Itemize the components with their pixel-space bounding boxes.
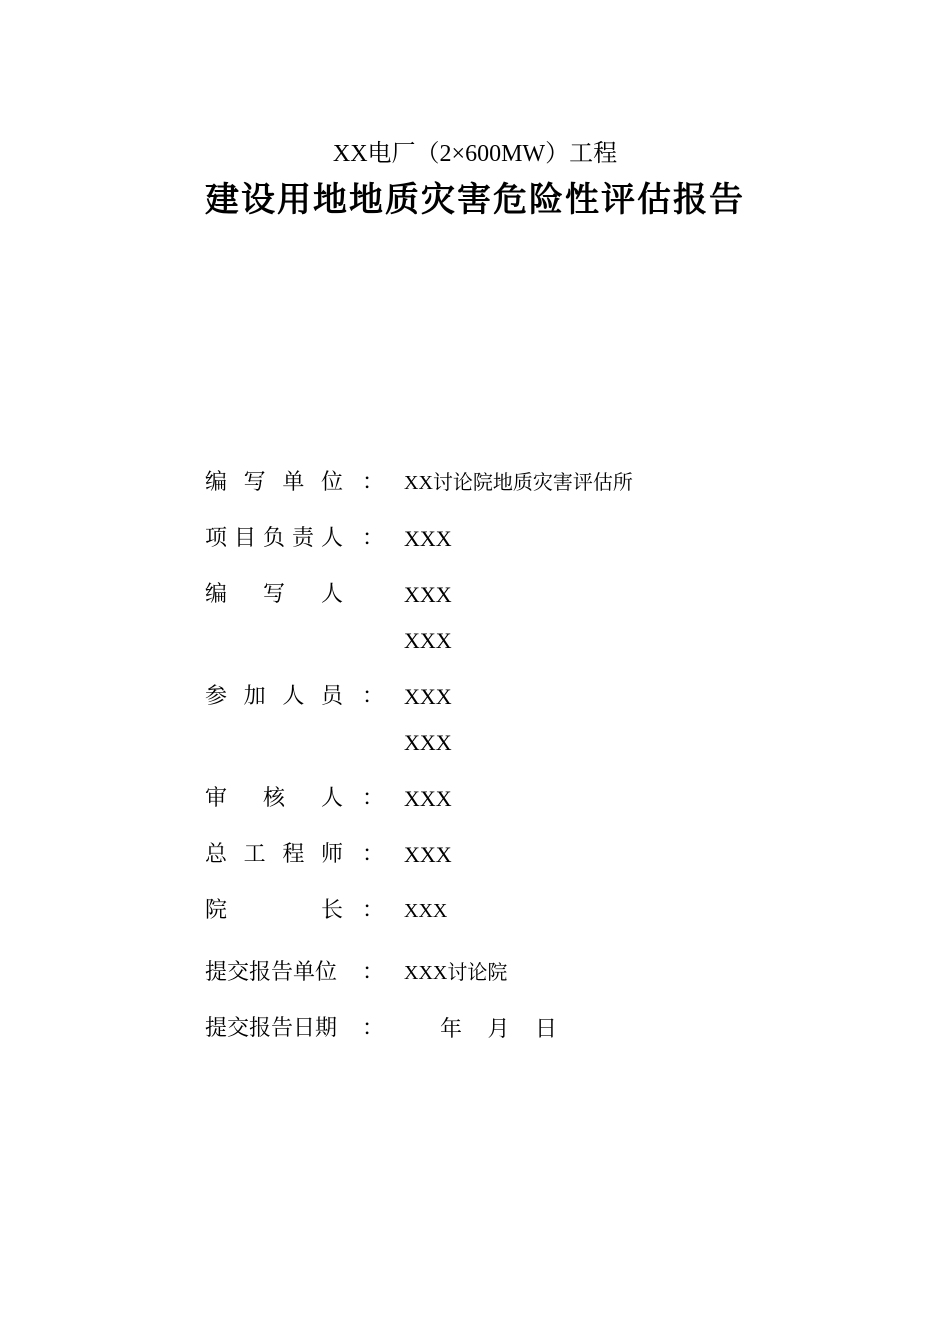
label-char: 员 bbox=[320, 684, 343, 709]
label-char: 总 bbox=[205, 842, 228, 867]
date-year: 年 bbox=[440, 1016, 463, 1041]
field-row-writer-extra bbox=[205, 626, 805, 656]
label-char: 写 bbox=[243, 470, 266, 495]
document-subtitle: XX电厂（2×600MW）工程 bbox=[332, 141, 618, 167]
field-colon: ： bbox=[362, 960, 385, 985]
label-char: 程 bbox=[282, 842, 305, 867]
label-char: 人 bbox=[282, 684, 305, 709]
label-char: 长 bbox=[320, 898, 343, 923]
field-label: 提交报告单位 bbox=[205, 960, 338, 985]
date-day: 日 bbox=[535, 1016, 558, 1041]
label-char: 审 bbox=[205, 786, 228, 811]
label-char: 师 bbox=[320, 842, 343, 867]
field-label bbox=[205, 840, 343, 870]
field-colon: ： bbox=[362, 470, 385, 495]
field-label bbox=[205, 784, 343, 814]
label-char: 编 bbox=[205, 470, 228, 495]
label-char: 位 bbox=[320, 470, 343, 495]
field-colon: ： bbox=[362, 898, 385, 923]
field-label bbox=[205, 896, 343, 926]
label-char: 目 bbox=[233, 526, 256, 551]
field-colon: ： bbox=[362, 786, 385, 811]
label-char: 核 bbox=[262, 786, 285, 811]
label-char: 项 bbox=[205, 526, 228, 551]
label-char: 单 bbox=[282, 470, 305, 495]
field-value: XXX bbox=[404, 526, 452, 551]
label-char: 人 bbox=[320, 786, 343, 811]
field-value: XXX bbox=[404, 684, 452, 709]
field-colon: ： bbox=[362, 842, 385, 867]
field-value: XXX bbox=[404, 900, 448, 922]
field-colon: ： bbox=[362, 526, 385, 551]
field-value: XXX bbox=[404, 730, 452, 755]
field-label: 提交报告日期 bbox=[205, 1016, 338, 1041]
field-value-date bbox=[440, 1014, 557, 1044]
field-colon: ： bbox=[362, 684, 385, 709]
field-colon: ： bbox=[362, 1016, 385, 1041]
field-value: XXX讨论院 bbox=[404, 962, 508, 984]
document-title: 建设用地地质灾害危险性评估报告 bbox=[205, 180, 745, 220]
field-value: XXX bbox=[404, 628, 452, 653]
label-char: 参 bbox=[205, 684, 228, 709]
field-row-project-leader bbox=[205, 524, 805, 554]
label-char: 人 bbox=[320, 582, 343, 607]
label-char: 加 bbox=[243, 684, 266, 709]
field-label bbox=[205, 468, 343, 498]
field-row-submit-date bbox=[205, 1014, 805, 1044]
field-value: XXX bbox=[404, 582, 452, 607]
date-month: 月 bbox=[487, 1016, 510, 1041]
label-char: 写 bbox=[262, 582, 285, 607]
field-value: XX讨论院地质灾害评估所 bbox=[404, 472, 633, 494]
field-label bbox=[205, 524, 343, 554]
label-char: 院 bbox=[205, 898, 228, 923]
label-char: 工 bbox=[243, 842, 266, 867]
field-row-reviewer bbox=[205, 784, 805, 814]
label-char: 负 bbox=[262, 526, 285, 551]
field-label bbox=[205, 580, 343, 610]
field-row-submitting-unit bbox=[205, 958, 805, 988]
field-row-participants bbox=[205, 682, 805, 712]
field-value: XXX bbox=[404, 842, 452, 867]
field-row-chief-engineer bbox=[205, 840, 805, 870]
label-char: 人 bbox=[320, 526, 343, 551]
field-row-writer bbox=[205, 580, 805, 610]
label-char: 编 bbox=[205, 582, 228, 607]
field-row-participants-extra bbox=[205, 728, 805, 758]
field-row-compiler-unit bbox=[205, 468, 805, 498]
field-label bbox=[205, 682, 343, 712]
field-row-director bbox=[205, 896, 805, 926]
label-char: 责 bbox=[291, 526, 314, 551]
field-value: XXX bbox=[404, 786, 452, 811]
